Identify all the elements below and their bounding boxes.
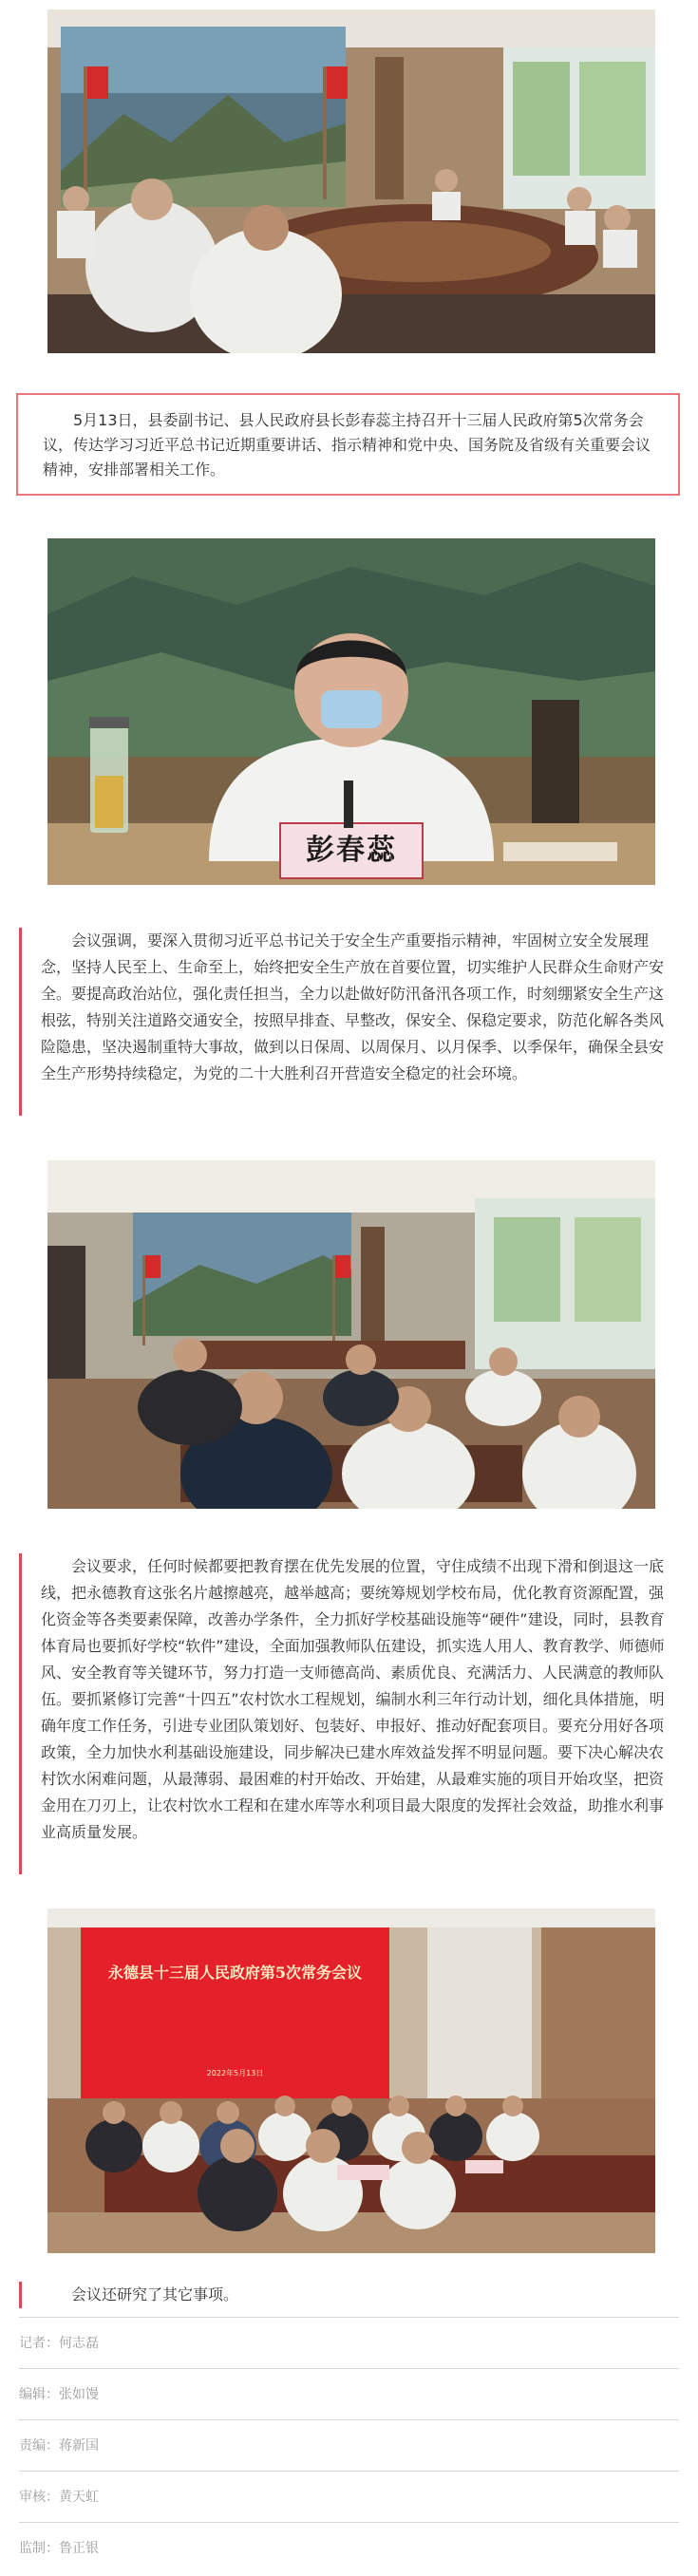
paragraph-education-water: 会议要求，任何时候都要把教育摆在优先发展的位置，守住成绩不出现下滑和倒退这一底线，把永德教育这张名片越擦越亮，越举越高；要统筹规划学校布局，优化教育资源配置，强化资金等各类要素保障，改善办学条件，全力抓好学校基础设施等“硬件”建设，同时，县教育体育局也要抓好学校“软件”建设，全面加强教师队伍建设，抓实选人用人、教育教学、师德师风、安全教育等关键环节，努力打造一支师德高尚、素质优良、充满活力、人民满意的教师队伍。要抓紧修订完善“十四五”农村饮水工程规划，编制水利三年行动计划，细化具体措施，明确年度工作任务，引进专业团队策划好、包装好、申报好、推动好配套项目。要充分用好各项政策，全力加快水利基础设施建设，同步解决已建水库效益发挥不明显问题。要下决心解决农村饮水闲难问题，从最薄弱、最困难的村开始改、开始建，从最难实施的项目开始攻坚，把资金用在刀刃上，让农村饮水工程和在建水库等水利项目最大限度的发挥社会效益，助推水利事业高质量发展。 xyxy=(19,1553,674,1874)
meeting-photo-2 xyxy=(47,538,655,885)
meeting-photo-3 xyxy=(47,1160,655,1509)
credit-label: 责编： xyxy=(19,2438,59,2454)
credit-responsible-editor xyxy=(19,2419,679,2471)
meeting-photo-4 xyxy=(47,1908,655,2253)
credit-editor xyxy=(19,2368,679,2419)
credit-label: 审核： xyxy=(19,2490,59,2505)
credit-value: 蒋新国 xyxy=(59,2438,99,2454)
credit-supervisor xyxy=(19,2522,679,2573)
meeting-photo-1 xyxy=(47,9,655,353)
lead-paragraph: 5月13日，县委副书记、县人民政府县长彭春蕊主持召开十三届人民政府第5次常务会议，传达学习习近平总书记近期重要讲话、指示精神和党中央、国务院及省级有关重要会议精神，安排部署相关工作。 xyxy=(16,393,680,496)
credit-value: 何志磊 xyxy=(59,2336,99,2351)
paragraph-safety: 会议强调，要深入贯彻习近平总书记关于安全生产重要指示精神，牢固树立安全发展理念，坚持人民至上、生命至上，始终把安全生产放在首要位置，切实维护人民群众生命财产安全。要提高政治站位，强化责任担当，全力以赴做好防汛备汛各项工作，时刻绷紧安全生产这根弦，特别关注道路交通安全，按照早排查、早整改，保安全、保稳定要求，防范化解各类风险隐患，坚决遏制重特大事故，做到以日保周、以周保月、以月保季、以季保年，确保全县安全生产形势持续稳定，为党的二十大胜利召开营造安全稳定的社会环境。 xyxy=(19,928,674,1116)
paragraph-other-matters: 会议还研究了其它事项。 xyxy=(19,2282,674,2308)
credit-value: 黄天虹 xyxy=(59,2490,99,2505)
banner-date: 2022年5月13日 xyxy=(206,2069,264,2078)
credits xyxy=(19,2317,679,2573)
credit-value: 鲁正银 xyxy=(59,2541,99,2556)
credit-label: 记者： xyxy=(19,2336,59,2351)
credit-reviewer xyxy=(19,2471,679,2522)
credit-reporter xyxy=(19,2317,679,2368)
nameplate: 彭春蕊 xyxy=(306,834,397,867)
credit-label: 监制： xyxy=(19,2541,59,2556)
credit-label: 编辑： xyxy=(19,2387,59,2402)
banner-title: 永德县十三届人民政府第5次常务会议 xyxy=(107,1964,363,1982)
credit-value: 张如馒 xyxy=(59,2387,99,2402)
